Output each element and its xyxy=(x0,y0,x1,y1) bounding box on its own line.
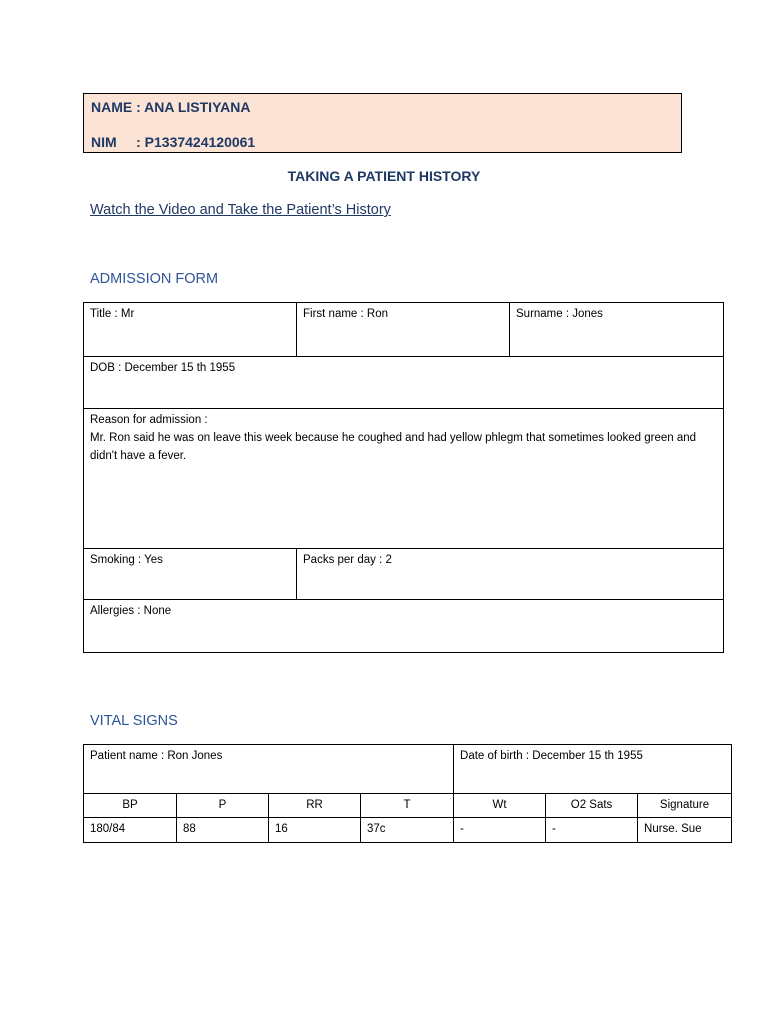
column-header: O2 Sats xyxy=(546,794,638,818)
surname-cell: Surname : Jones xyxy=(510,303,724,357)
page-title: TAKING A PATIENT HISTORY xyxy=(287,168,481,184)
patient-name-cell: Patient name : Ron Jones xyxy=(84,745,454,794)
student-info-box xyxy=(83,93,682,153)
packs-cell: Packs per day : 2 xyxy=(297,549,724,600)
column-header: T xyxy=(361,794,454,818)
value-cell: Nurse. Sue xyxy=(638,818,732,843)
dob-cell: DOB : December 15 th 1955 xyxy=(84,357,724,409)
value-cell: 16 xyxy=(269,818,361,843)
allergies-cell: Allergies : None xyxy=(84,600,724,653)
value-cell: 180/84 xyxy=(84,818,177,843)
value-cell: 88 xyxy=(177,818,269,843)
smoking-cell: Smoking : Yes xyxy=(84,549,297,600)
vital-signs-heading: VITAL SIGNS xyxy=(90,713,178,729)
column-header: P xyxy=(177,794,269,818)
instruction-text: Watch the Video and Take the Patient’s History xyxy=(90,202,391,218)
value-cell: - xyxy=(454,818,546,843)
reason-cell xyxy=(84,409,724,549)
admission-form-table xyxy=(83,302,724,653)
value-cell: 37c xyxy=(361,818,454,843)
column-header: Wt xyxy=(454,794,546,818)
title-cell: Title : Mr xyxy=(84,303,297,357)
reason-text: Mr. Ron said he was on leave this week because he coughed and had yellow phlegm that sometimes looked green and didn't have a fever. xyxy=(90,432,697,462)
vital-signs-table xyxy=(83,744,732,843)
column-header: BP xyxy=(84,794,177,818)
value-cell: - xyxy=(546,818,638,843)
student-name: NAME : ANA LISTIYANA xyxy=(91,99,251,115)
first-name-cell: First name : Ron xyxy=(297,303,510,357)
column-header: RR xyxy=(269,794,361,818)
student-nim: NIM : P1337424120061 xyxy=(91,134,256,150)
date-of-birth-cell: Date of birth : December 15 th 1955 xyxy=(454,745,732,794)
column-header: Signature xyxy=(638,794,732,818)
admission-heading: ADMISSION FORM xyxy=(90,271,219,287)
reason-label: Reason for admission : xyxy=(90,414,208,426)
